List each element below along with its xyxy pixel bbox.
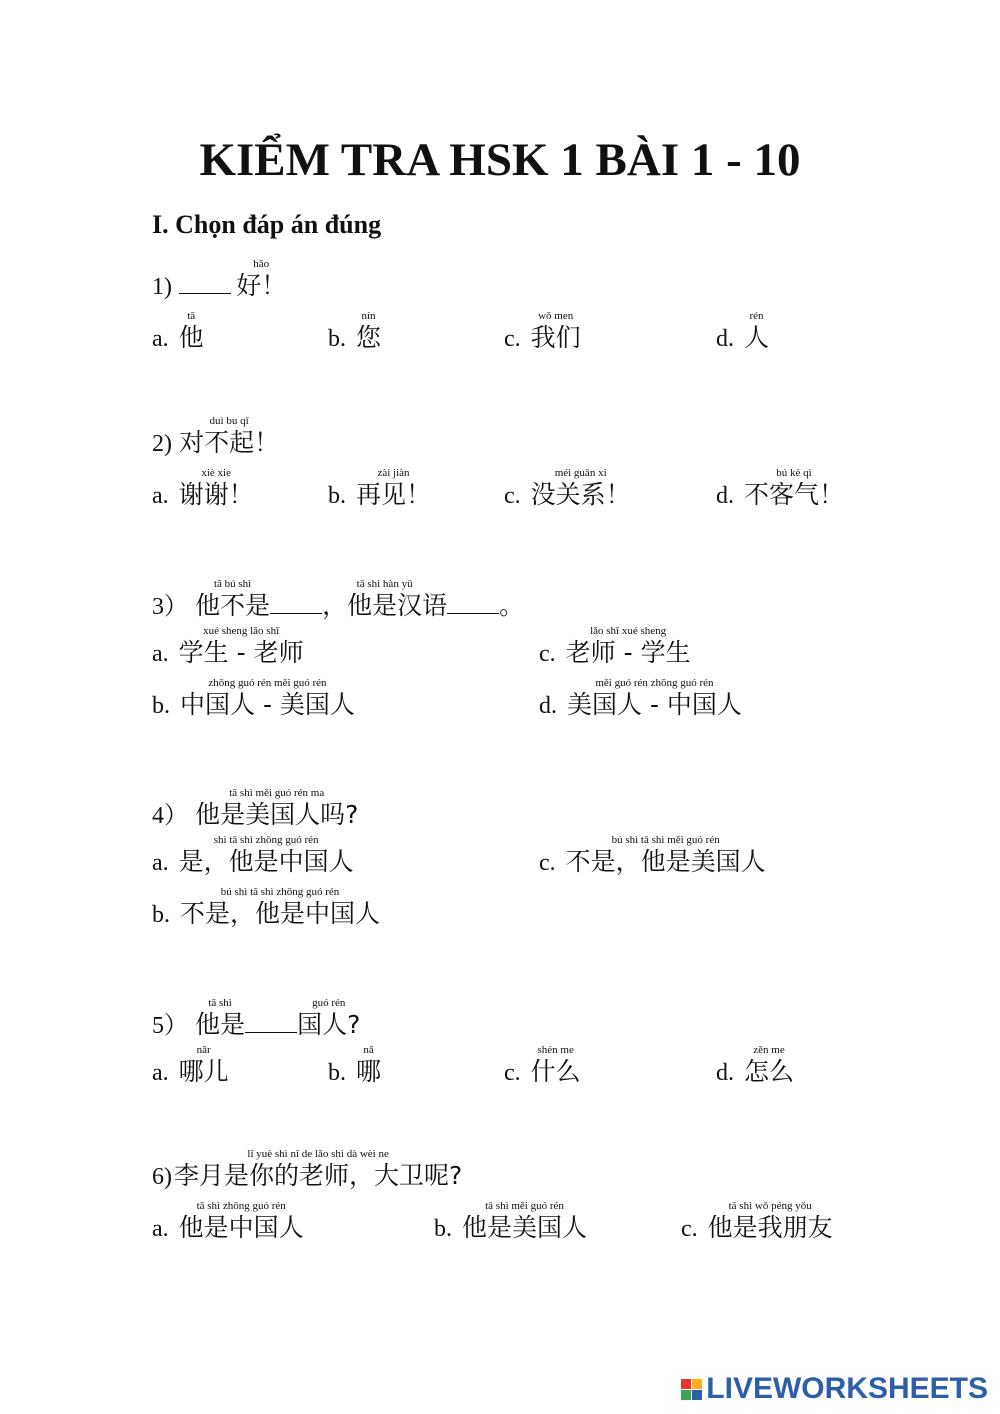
option-3c[interactable] xyxy=(539,625,691,668)
option-label: b. xyxy=(434,1216,452,1242)
option-label: b. xyxy=(152,902,170,928)
option-label: b. xyxy=(152,693,170,719)
option-label: c. xyxy=(504,483,521,509)
option-label: b. xyxy=(328,1060,346,1086)
question-number: 1) xyxy=(152,274,172,300)
option-1b[interactable] xyxy=(328,310,382,353)
pinyin: tā shì měi guó rén ma xyxy=(229,787,325,799)
question-2 xyxy=(152,415,280,458)
option-2d[interactable] xyxy=(716,467,845,510)
option-label: c. xyxy=(504,326,521,352)
option-label: a. xyxy=(152,483,169,509)
option-text: 哪 xyxy=(356,1057,382,1086)
logo-text: LIVEWORKSHEETS xyxy=(706,1372,988,1405)
option-text: 老师 - 学生 xyxy=(565,638,691,667)
answer-blank[interactable] xyxy=(179,273,231,294)
pinyin: guó rén xyxy=(312,997,346,1009)
option-5a[interactable] xyxy=(152,1044,229,1087)
question-text: 他是美国人吗? xyxy=(195,800,359,829)
pinyin: shì tā shì zhōng guó rén xyxy=(213,834,319,846)
answer-blank[interactable] xyxy=(447,593,499,614)
pinyin: zài jiàn xyxy=(377,467,410,479)
pinyin: bú shì tā shì zhōng guó rén xyxy=(220,886,340,898)
pinyin: wǒ men xyxy=(538,310,574,322)
option-text: 我们 xyxy=(530,323,581,352)
pinyin: hǎo xyxy=(253,258,270,270)
pinyin: nín xyxy=(361,310,376,322)
option-text: 中国人 - 美国人 xyxy=(180,690,355,719)
option-text: 他 xyxy=(178,323,204,352)
question-text: 李月是你的老师，大卫呢? xyxy=(174,1161,463,1190)
answer-blank[interactable] xyxy=(270,593,322,614)
option-1c[interactable] xyxy=(504,310,581,353)
option-text: 谢谢！ xyxy=(178,480,254,509)
question-text: 他是 xyxy=(195,1010,246,1039)
option-label: a. xyxy=(152,326,169,352)
pinyin: tā bú shì xyxy=(213,578,252,590)
question-5 xyxy=(152,997,361,1040)
pinyin: nǎ xyxy=(363,1044,374,1056)
pinyin: shén me xyxy=(537,1044,574,1056)
logo-square xyxy=(681,1379,691,1389)
pinyin: zěn me xyxy=(753,1044,785,1056)
option-4b[interactable] xyxy=(152,886,381,929)
pinyin: měi guó rén zhōng guó rén xyxy=(595,677,714,689)
option-label: a. xyxy=(152,850,169,876)
answer-blank[interactable] xyxy=(245,1012,297,1033)
pinyin: duì bu qǐ xyxy=(209,415,249,427)
pinyin: tā shì měi guó rén xyxy=(485,1200,564,1212)
option-1a[interactable] xyxy=(152,310,204,353)
option-label: a. xyxy=(152,641,169,667)
worksheet-title: KIỂM TRA HSK 1 BÀI 1 - 10 xyxy=(199,134,801,186)
logo-mark-icon xyxy=(681,1379,702,1400)
option-label: c. xyxy=(539,641,556,667)
question-number: 3） xyxy=(152,594,188,620)
option-text: 是，他是中国人 xyxy=(178,847,354,876)
option-1d[interactable] xyxy=(716,310,770,353)
option-text: 不是，他是美国人 xyxy=(565,847,766,876)
question-text: ，他是汉语 xyxy=(322,591,448,620)
logo-square xyxy=(692,1390,702,1400)
pinyin: tā shì hàn yǔ xyxy=(356,578,413,590)
pinyin: lǎo shī xué sheng xyxy=(590,625,667,637)
question-6 xyxy=(152,1148,463,1191)
pinyin: tā shì xyxy=(208,997,232,1009)
option-6c[interactable] xyxy=(681,1200,833,1243)
option-2a[interactable] xyxy=(152,467,254,510)
option-label: c. xyxy=(539,850,556,876)
option-label: d. xyxy=(716,326,734,352)
pinyin: xiè xie xyxy=(201,467,231,479)
question-number: 5） xyxy=(152,1013,188,1039)
option-5b[interactable] xyxy=(328,1044,382,1087)
option-5c[interactable] xyxy=(504,1044,581,1087)
pinyin: nǎr xyxy=(196,1044,211,1056)
option-label: c. xyxy=(681,1216,698,1242)
pinyin: bú kè qi xyxy=(776,467,812,479)
option-text: 怎么 xyxy=(744,1057,795,1086)
question-number: 2) xyxy=(152,431,172,457)
option-text: 您 xyxy=(356,323,382,352)
pinyin: tā shì wǒ péng yǒu xyxy=(728,1200,812,1212)
option-text: 不客气！ xyxy=(744,480,845,509)
option-5d[interactable] xyxy=(716,1044,795,1087)
option-text: 美国人 - 中国人 xyxy=(567,690,742,719)
option-text: 他是中国人 xyxy=(178,1213,304,1242)
option-text: 没关系！ xyxy=(530,480,631,509)
question-1 xyxy=(152,258,287,301)
pinyin: méi guān xi xyxy=(554,467,607,479)
option-label: d. xyxy=(539,693,557,719)
pinyin: tā xyxy=(187,310,196,322)
question-3 xyxy=(152,578,525,621)
option-2c[interactable] xyxy=(504,467,631,510)
option-text: 不是，他是中国人 xyxy=(180,899,381,928)
question-text: 他不是 xyxy=(195,591,271,620)
option-label: b. xyxy=(328,326,346,352)
option-text: 什么 xyxy=(530,1057,581,1086)
pinyin: tā shì zhōng guó rén xyxy=(196,1200,286,1212)
pinyin: zhōng guó rén měi guó rén xyxy=(208,677,327,689)
question-text: 国人? xyxy=(297,1010,361,1039)
option-3b[interactable] xyxy=(152,677,355,720)
option-6b[interactable] xyxy=(434,1200,588,1243)
question-4 xyxy=(152,787,359,830)
logo-square xyxy=(681,1390,691,1400)
option-4c[interactable] xyxy=(539,834,766,877)
option-3a[interactable] xyxy=(152,625,304,668)
option-text: 学生 - 老师 xyxy=(178,638,304,667)
pinyin: bú shì tā shì měi guó rén xyxy=(611,834,720,846)
option-text: 他是美国人 xyxy=(462,1213,588,1242)
section-heading: I. Chọn đáp án đúng xyxy=(152,210,382,239)
pinyin: rén xyxy=(749,310,764,322)
option-text: 他是我朋友 xyxy=(707,1213,833,1242)
question-number: 6) xyxy=(152,1164,172,1190)
option-3d[interactable] xyxy=(539,677,742,720)
option-label: d. xyxy=(716,1060,734,1086)
option-text: 再见！ xyxy=(356,480,432,509)
pinyin: xué sheng lǎo shī xyxy=(203,625,280,637)
option-text: 人 xyxy=(744,323,770,352)
option-6a[interactable] xyxy=(152,1200,304,1243)
liveworksheets-logo xyxy=(681,1372,988,1406)
option-label: a. xyxy=(152,1060,169,1086)
question-text: 好！ xyxy=(236,271,287,300)
question-text: 对不起！ xyxy=(179,428,280,457)
pinyin: lǐ yuè shì nǐ de lǎo shi dà wèi ne xyxy=(247,1148,389,1160)
option-2b[interactable] xyxy=(328,467,432,510)
question-number: 4） xyxy=(152,803,188,829)
option-text: 哪儿 xyxy=(178,1057,229,1086)
logo-square xyxy=(692,1379,702,1389)
option-label: c. xyxy=(504,1060,521,1086)
option-4a[interactable] xyxy=(152,834,354,877)
option-label: a. xyxy=(152,1216,169,1242)
question-text: 。 xyxy=(499,591,525,620)
option-label: b. xyxy=(328,483,346,509)
option-label: d. xyxy=(716,483,734,509)
